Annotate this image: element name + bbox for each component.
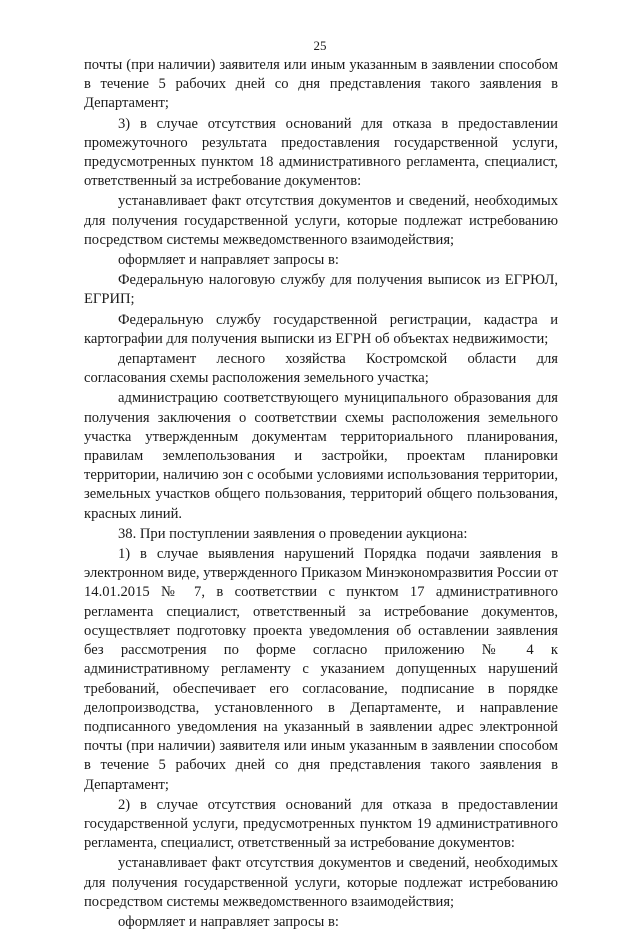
body-paragraph: администрацию соответствующего муниципального образования для получения заключения о соответствии схемы расположения земельного участка утвержденным документам территориального планирования, правилам землепользования и застройки, проектам планировки территории, наличию зон с особыми условиями использования территории, земельных участков общего пользования, территорий общего пользования, красных линий. xyxy=(84,390,558,522)
body-paragraph: 1) в случае выявления нарушений Порядка подачи заявления в электронном виде, утвержденного Приказом Минэкономразвития России от 14.01.2015 № 7, в соответствии с пунктом 17 административного регламента специалист, ответственный за истребование документов, осуществляет подготовку проекта уведомления об оставлении заявления без рассмотрения по форме согласно приложению № 4 к административному регламенту с указанием допущенных нарушений требований, обеспечивает его согласование, подписание в порядке делопроизводства, установленного в Департаменте, и направление подписанного уведомления на указанный в заявлении адрес электронной почты (при наличии) заявителя или иным указанным в заявлении способом в течение 5 рабочих дней со дня представления такого заявления в Департамент; xyxy=(84,546,559,793)
body-paragraph: Федеральную налоговую службу для получения выписок из ЕГРЮЛ, ЕГРИП; xyxy=(84,272,558,308)
body-paragraph: Федеральную службу государственной регистрации, кадастра и картографии для получения выписки из ЕГРН об объектах недвижимости; xyxy=(84,311,558,347)
body-paragraph: 38. При поступлении заявления о проведении аукциона: xyxy=(118,525,468,542)
body-paragraph: оформляет и направляет запросы в: xyxy=(118,913,339,930)
body-paragraph: департамент лесного хозяйства Костромской области для согласования схемы расположения земельного участка; xyxy=(84,351,558,387)
body-paragraph: 3) в случае отсутствия оснований для отказа в предоставлении промежуточного результата предоставления государственной услуги, предусмотренных пунктом 18 административного регламента, специалист, ответственный за истребование документов: xyxy=(84,115,558,190)
body-paragraph: устанавливает факт отсутствия документов и сведений, необходимых для получения государственной услуги, которые подлежат истребованию посредством системы межведомственного взаимодействия; xyxy=(84,193,558,248)
body-paragraph: почты (при наличии) заявителя или иным указанным в заявлении способом в течение 5 рабочих дней со дня представления такого заявления в Департамент; xyxy=(84,57,558,112)
document-body xyxy=(84,56,558,933)
body-paragraph: устанавливает факт отсутствия документов и сведений, необходимых для получения государственной услуги, которые подлежат истребованию посредством системы межведомственного взаимодействия; xyxy=(84,855,558,910)
body-paragraph: оформляет и направляет запросы в: xyxy=(118,252,339,269)
body-paragraph: 2) в случае отсутствия оснований для отказа в предоставлении государственной услуги, предусмотренных пунктом 19 административного регламента, специалист, ответственный за истребование документов: xyxy=(84,796,558,852)
page-number: 25 xyxy=(313,38,327,53)
